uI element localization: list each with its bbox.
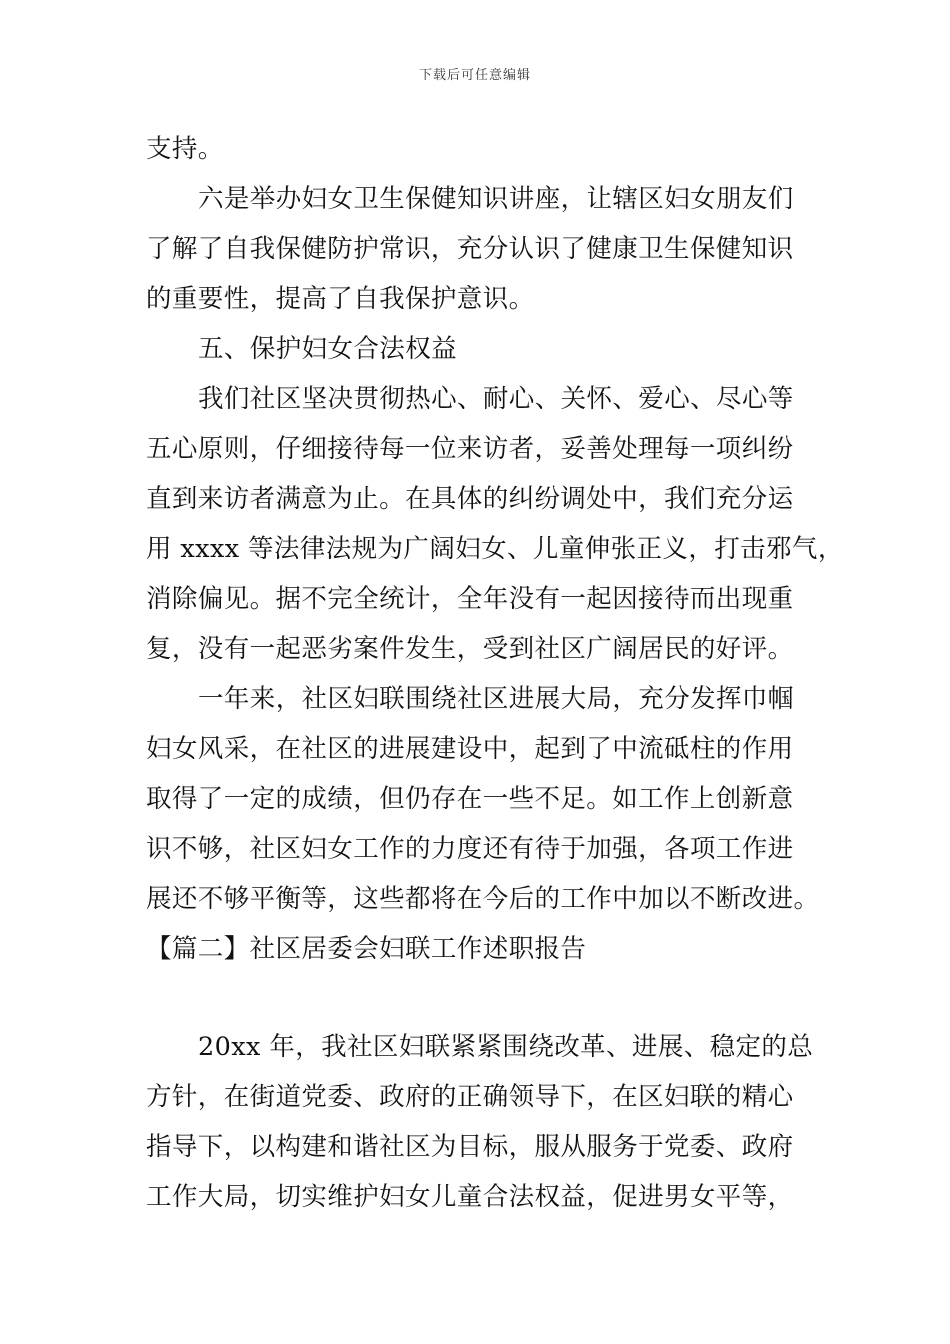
text-line: 用 xxxx 等法律法规为广阔妇女、儿童伸张正义，打击邪气， <box>146 534 844 564</box>
text-line: 工作大局，切实维护妇女儿童合法权益，促进男女平等， <box>146 1182 794 1212</box>
text-line: 指导下，以构建和谐社区为目标，服从服务于党委、政府 <box>146 1132 794 1162</box>
text-line: 识不够，社区妇女工作的力度还有待于加强，各项工作进 <box>146 834 794 864</box>
document-body <box>146 124 844 1222</box>
text-line: 了解了自我保健防护常识，充分认识了健康卫生保健知识 <box>146 234 794 264</box>
text-line: 复，没有一起恶劣案件发生，受到社区广阔居民的好评。 <box>146 634 794 664</box>
text-line: 妇女风采，在社区的进展建设中，起到了中流砥柱的作用 <box>146 734 794 764</box>
text-line: 取得了一定的成绩，但仍存在一些不足。如工作上创新意 <box>146 784 794 814</box>
blank-spacer <box>146 974 811 1022</box>
page-header: 下载后可任意编辑 <box>418 68 531 83</box>
text-line: 六是举办妇女卫生保健知识讲座，让辖区妇女朋友们 <box>198 184 794 214</box>
text-line: 五心原则，仔细接待每一位来访者，妥善处理每一项纠纷 <box>146 434 794 464</box>
text-line: 消除偏见。据不完全统计，全年没有一起因接待而出现重 <box>146 584 794 614</box>
text-line: 20xx 年，我社区妇联紧紧围绕改革、进展、稳定的总 <box>198 1032 814 1062</box>
text-line: 的重要性，提高了自我保护意识。 <box>146 284 535 314</box>
text-line: 我们社区坚决贯彻热心、耐心、关怀、爱心、尽心等 <box>198 384 794 414</box>
text-line: 支持。 <box>146 134 224 164</box>
section-heading: 五、保护妇女合法权益 <box>198 334 458 364</box>
text-line: 展还不够平衡等，这些都将在今后的工作中加以不断改进。 <box>146 884 820 914</box>
text-line: 直到来访者满意为止。在具体的纠纷调处中，我们充分运 <box>146 484 794 514</box>
chapter-heading: 【篇二】社区居委会妇联工作述职报告 <box>146 934 587 964</box>
text-line: 一年来，社区妇联围绕社区进展大局，充分发挥巾帼 <box>198 684 794 714</box>
text-line: 方针，在街道党委、政府的正确领导下，在区妇联的精心 <box>146 1082 794 1112</box>
